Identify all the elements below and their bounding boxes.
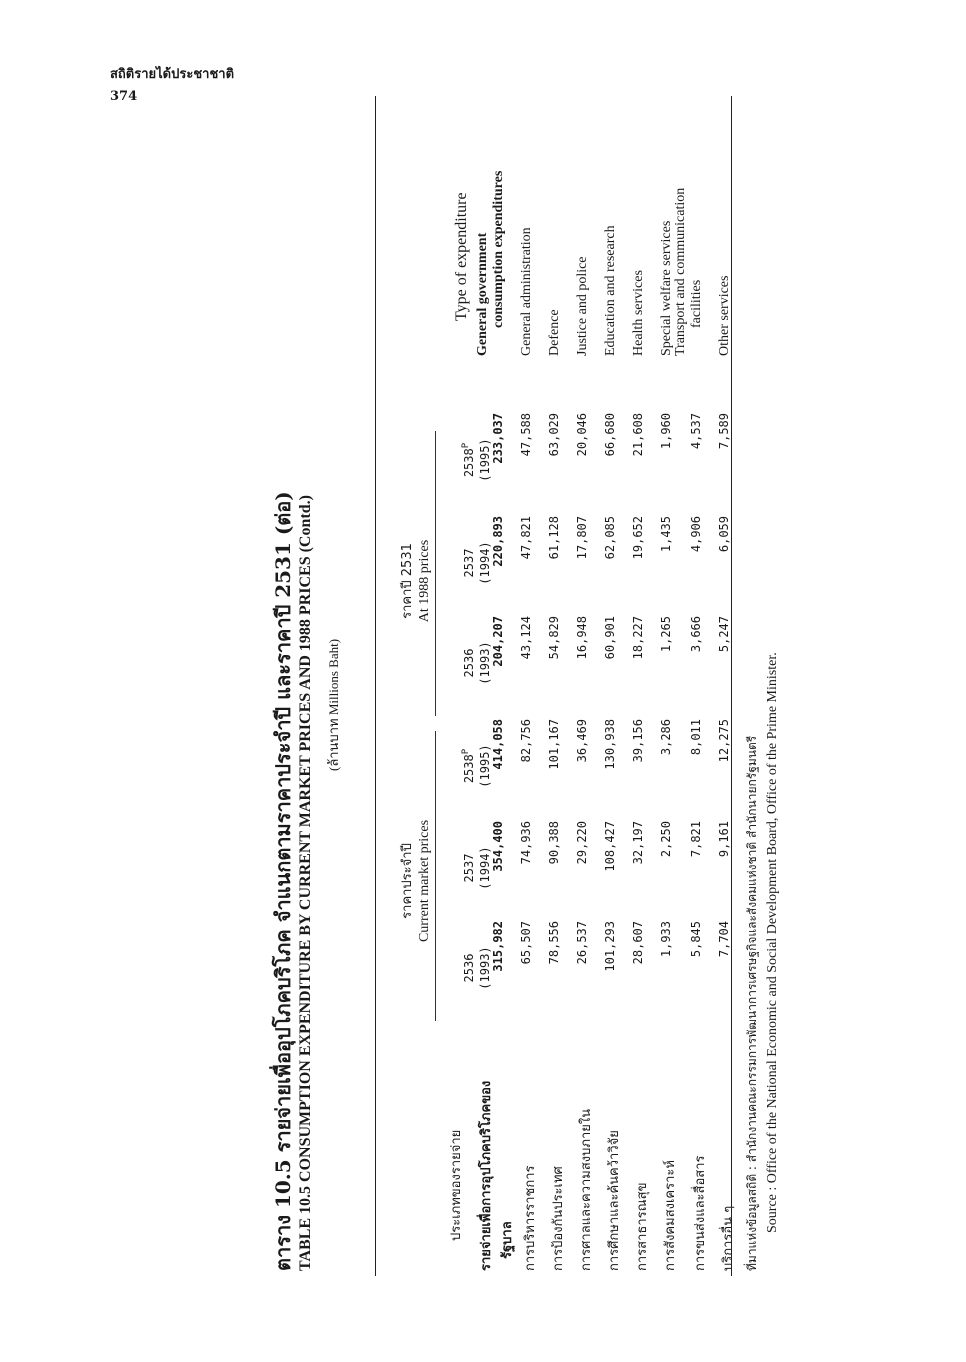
table-cell: 12,275 [717,719,731,763]
preliminary-mark: P [461,748,471,755]
table-cell: 1,960 [659,413,673,450]
table-cell: 63,029 [547,413,561,457]
table-cell: 43,124 [519,616,533,660]
table-cell: 8,011 [689,719,703,756]
table-cell: 54,829 [547,616,561,660]
table-cell: 5,845 [689,921,703,958]
table-cell: 60,901 [603,616,617,660]
group-header-1988 [399,431,433,731]
row-label-english [575,256,591,356]
row-label-english [519,227,535,356]
table-cell: 2,250 [659,821,673,858]
row-label-english-text: Transport and communication [673,187,688,356]
table-cell: 39,156 [631,719,645,763]
year-ce: (1995) [478,438,492,482]
column-header-type-thai: ประเภทของรายจ่าย [449,1129,464,1241]
table-cell: 82,756 [519,719,533,763]
row-label-thai-text: การขนส่งและสื่อสาร [693,1155,708,1271]
row-label-english [673,188,705,356]
preliminary-mark: P [461,442,471,449]
year-be: 2537 [462,548,476,578]
row-label-thai-text: การศาลและความสงบภายใน [579,1108,594,1271]
row-label-thai [575,1109,596,1271]
table-cell: 1,435 [659,516,673,553]
row-label-thai-text-2: รัฐบาล [500,1221,515,1259]
table-unit: (ล้านบาท Millions Baht) [326,638,341,771]
table-cell: 47,588 [519,413,533,457]
table-cell: 1,933 [659,921,673,958]
table-cell: 3,286 [659,719,673,756]
column-header-type-english: Type of expenditure [453,192,470,321]
row-label-english [603,225,619,356]
table-cell: 354,400 [491,821,505,872]
table-cell: 65,507 [519,921,533,965]
table-cell: 62,085 [603,516,617,560]
table-cell: 17,807 [575,516,589,560]
row-label-thai [547,1166,568,1271]
year-ce: (1995) [478,744,492,788]
group-1988-thai: ราคาปี 2531 [400,543,415,619]
row-label-english-text: Other services [717,275,732,356]
table-cell: 130,938 [603,719,617,770]
year-header [458,415,493,505]
table-cell: 7,821 [689,821,703,858]
table-top-rule [375,96,376,1276]
row-label-english-text: General administration [519,227,534,356]
row-label-thai [659,1160,680,1271]
row-label-thai-text: การป้องกันประเทศ [551,1166,566,1271]
page-number: 374 [110,89,138,104]
table-cell: 233,037 [491,413,505,464]
row-label-english-text: Education and research [603,225,618,356]
row-label-thai-text: รายจ่ายเพื่อการอุปโภคบริโภคของ [479,1080,494,1271]
year-ce: (1993) [478,946,492,990]
row-label-thai [717,1206,738,1271]
table-cell: 16,948 [575,616,589,660]
group-current-underline [435,731,436,1021]
year-header [458,518,493,608]
row-label-thai [689,1156,710,1272]
table-cell: 29,220 [575,821,589,865]
table-cell: 7,704 [717,921,731,958]
row-label-english-text: Justice and police [575,256,590,356]
table-cell: 108,427 [603,821,617,872]
year-header [458,923,493,1013]
group-1988-english: At 1988 prices [417,539,432,623]
row-label-english-text: Special welfare services [659,220,674,356]
year-be: 2536 [462,953,476,983]
row-label-thai-text: การบริหารราชการ [523,1165,538,1271]
row-label-english [547,309,563,356]
year-ce: (1994) [478,541,492,585]
year-be: 2538 [462,754,476,784]
table-cell: 414,058 [491,719,505,770]
year-header [458,618,493,708]
table-cell: 5,247 [717,616,731,653]
rotated-table-block [163,31,803,1331]
source-thai: ที่มาแห่งข้อมูลสถิติ : สำนักงานคณะกรรมการพัฒนาการเศรษฐกิจและสังคมแห่งชาติ สำนักนายกรัฐมนตรี [745,735,759,1271]
group-current-thai: ราคาประจำปี [400,843,415,919]
table-cell: 26,537 [575,921,589,965]
book-title: สถิติรายได้ประชาชาติ [110,67,235,82]
table-cell: 3,666 [689,616,703,653]
table-cell: 47,821 [519,516,533,560]
table-cell: 21,608 [631,413,645,457]
table-cell: 20,046 [575,413,589,457]
year-header [458,823,493,913]
row-label-english-text-2: facilities [689,279,704,328]
row-label-english [475,171,507,356]
table-cell: 78,556 [547,921,561,965]
row-label-thai [603,1130,624,1271]
year-be: 2536 [462,648,476,678]
table-cell: 204,207 [491,616,505,667]
table-cell: 4,906 [689,516,703,553]
table-cell: 101,167 [547,719,561,770]
year-ce: (1994) [478,846,492,890]
table-cell: 19,652 [631,516,645,560]
table-cell: 9,161 [717,821,731,858]
table-cell: 28,607 [631,921,645,965]
year-ce: (1993) [478,641,492,685]
row-label-english-text: Defence [547,309,562,356]
row-label-thai [519,1166,540,1272]
table-cell: 7,589 [717,413,731,450]
table-cell: 6,059 [717,516,731,553]
table-cell: 101,293 [603,921,617,972]
group-current-english: Current market prices [417,819,432,943]
row-label-english-text: Health services [631,270,646,356]
table-title-thai: ตาราง 10.5 รายจ่ายเพื่ออุปโภคบริโภค จำแนกตามราคาประจำปี และราคาปี 2531 (ต่อ) [271,491,295,1271]
table-cell: 220,893 [491,516,505,567]
table-cell: 90,388 [547,821,561,865]
table-cell: 74,936 [519,821,533,865]
table-cell: 66,680 [603,413,617,457]
group-header-current [399,731,433,1031]
table-cell: 18,227 [631,616,645,660]
row-label-english-text: General government [475,232,490,356]
row-label-english [631,270,647,356]
row-label-thai-text: การศึกษาและค้นคว้าวิจัย [607,1130,622,1271]
table-cell: 61,128 [547,516,561,560]
table-cell: 4,537 [689,413,703,450]
source-english: Source : Office of the National Economic and Social Development Board, Office of the Prime Minister. [765,652,780,1233]
table-title-english: TABLE 10.5 CONSUMPTION EXPENDITURE BY CURRENT MARKET PRICES AND 1988 PRICES (Contd.) [297,495,314,1271]
title-area [163,31,363,1331]
group-1988-underline [435,431,436,716]
row-label-thai [475,1081,517,1271]
table-cell: 1,265 [659,616,673,653]
table-cell: 32,197 [631,821,645,865]
row-label-thai-text: การสาธารณสุข [635,1182,650,1271]
row-label-thai-text: การสังคมสงเคราะห์ [663,1160,678,1271]
table-cell: 36,469 [575,719,589,763]
row-label-english-text-2: consumption expenditures [491,170,506,328]
row-label-thai-text: บริการอื่น ๆ [721,1205,736,1271]
year-header [458,721,493,811]
row-label-thai [631,1183,652,1272]
table-bottom-rule [731,96,732,1276]
year-be: 2538 [462,448,476,478]
year-be: 2537 [462,853,476,883]
table-cell: 315,982 [491,921,505,972]
